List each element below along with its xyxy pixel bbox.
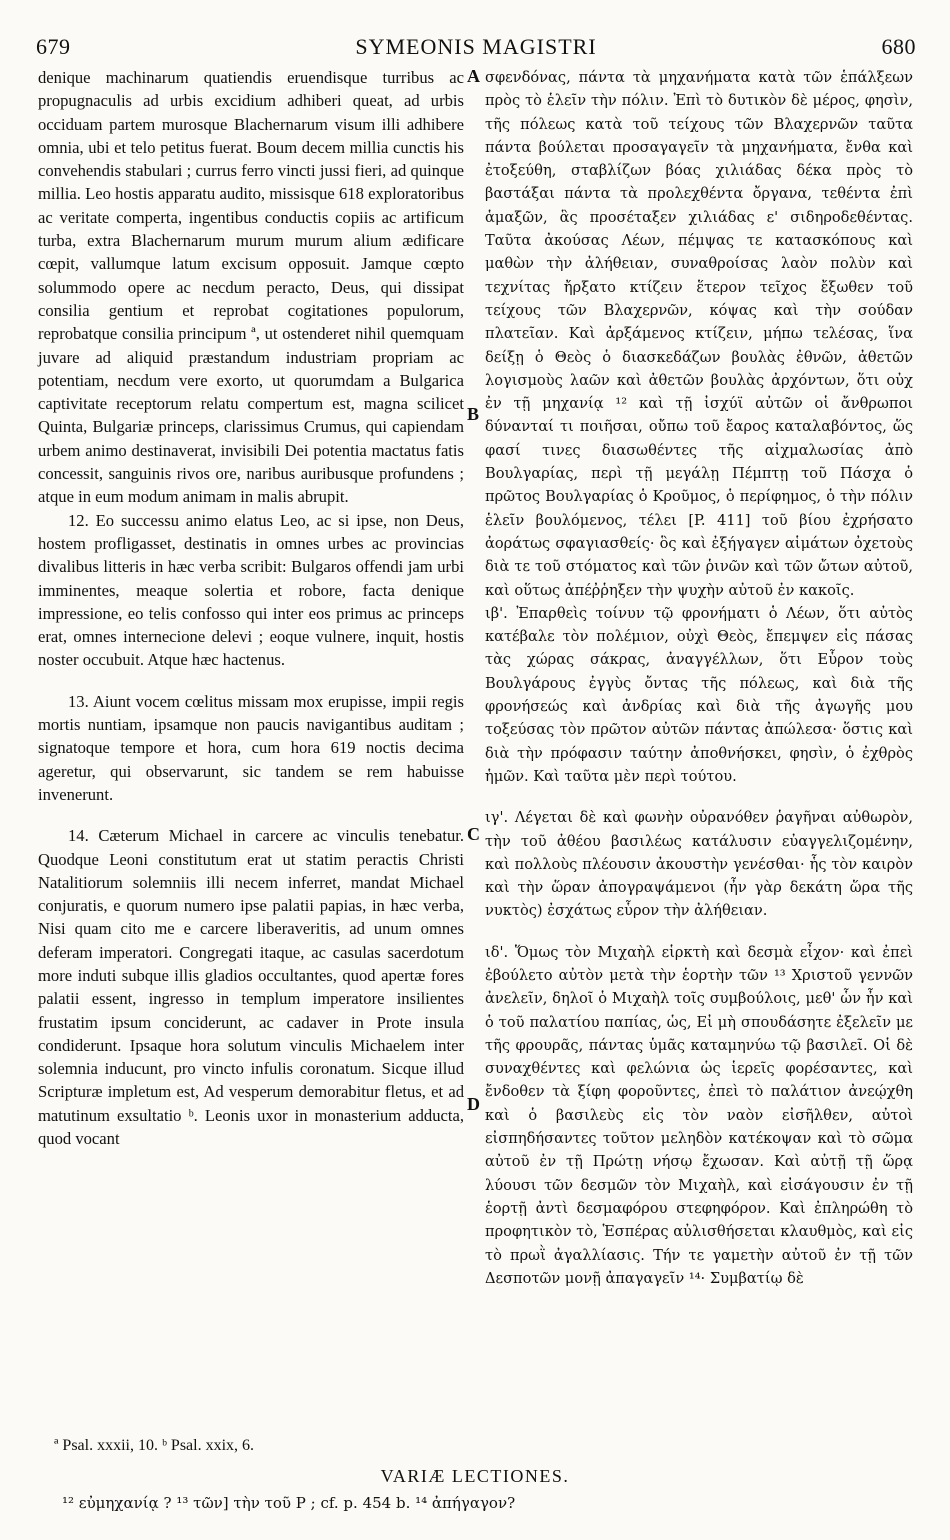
latin-paragraph: denique machinarum quatiendis eruendisque turribus ac propugnaculis ad urbis excidium adhiberi queat, ad urbis occiduam partem murosque Blachernarum visum illi adhibere omnia, ubi et telo petitus fuerat. Boum decem millia cunctis his convehendis stabulari ; currus ferro vincti jussi fieri, ad quinque millia. Leo hostis apparatu audito, missisque 618 exploratoribus ac veritate comperta, ingentibus conductis copiis ac artificum turba, extra Blachernarum murum murum alium ædificare cœpit, vallumque latum excisum opposuit. Jamque cœpto solummodo opere ac necdum peracto, Deus, qui dissipat consilia gentium et reprobat cogitationes populorum, reprobatque consilia principum ª, ut ostenderet nihil quemquam juvare ad aliquid præstandum industriam propriam ac potentiam, necdum vere exorto, ut quorumdam a Bulgarica captivitate receptorum relatu compertum est, magna scilicet Quinta, Bulgariæ princeps, clarissimus Crumus, qui capiendam urbem animo destinaverat, invisibili Dei potentia mactatus fatis concessit, sanguinis rivos ore, naribus auribusque profundens ; atque in eum modum animam in malis abrupit.: [38, 68, 464, 507]
greek-paragraph: ιδ'. Ὅμως τὸν Μιχαὴλ εἱρκτὴ καὶ δεσμὰ εἶχον· καὶ ἐπεὶ ἐβούλετο αὐτὸν μετὰ τὴν ἑορτὴν τῶν ¹³ Χριστοῦ γεννῶν ἀνελεῖν, δηλοῖ ὁ Μιχαὴλ τοῖς συμβούλοις, μεθ' ὧν ἦν καὶ ὁ τοῦ παλατίου παπίας, ὡς, Εἰ μὴ σπουδάσητε ἐξελεῖν με τῆς φρουρᾶς, πάντας ὑμᾶς καταμηνύω τῷ βασιλεῖ. Οἱ δὲ συναχθέντες καὶ φελώνια ὡς ἱερεῖς φορέσαντες, καὶ ἔνδοθεν τὰ ξίφη φοροῦντες, ἐπεὶ τὸ παλάτιον ἀνεῴχθη καὶ ὁ βασιλεὺς εἰς τὸν ναὸν εἰσῆλθεν, αὐτοὶ εἰσπηδήσαντες τοῦτον μεληδὸν κατέκοψαν καὶ τὸ σῶμα αὐτοῦ ἐν τῇ Πρώτῃ νήσῳ ἔχωσαν. Καὶ αὐτῇ τῇ ὥρᾳ λύουσι τῶν δεσμῶν τὸν Μιχαὴλ, καὶ εἰσάγουσιν ἐν τῇ ἑορτῇ ἀντὶ δεσμαφόρου στεφηφόρον. Καὶ ἐπληρώθη τὸ προφητικὸν τὸ, Ἑσπέρας αὐλισθήσεται κλαυθμὸς, καὶ εἰς τὸ πρωῒ ἀγαλλίασις. Τήν τε γαμετὴν αὐτοῦ ἐν τῇ τῶν Δεσποτῶν μονῇ ἀπαγαγεῖν ¹⁴· Συμβατίῳ δὲ: [485, 943, 913, 1287]
margin-marker-d: D: [467, 1094, 480, 1114]
greek-column: [485, 66, 913, 1290]
latin-paragraph: 13. Aiunt vocem cœlitus missam mox erupisse, impii regis mortis nuntiam, ipsamque non paucis navigantibus auditam ; signatoque tempore et hora, cum hora 619 noctis decima ageretur, qui observarunt, sic tandem se rem habuisse invenerunt.: [38, 691, 464, 804]
variae-lectiones-heading: VARIÆ LECTIONES.: [380, 1466, 570, 1486]
latin-column: [38, 66, 464, 1150]
greek-paragraph: ιγ'. Λέγεται δὲ καὶ φωνὴν οὐρανόθεν ῥαγῆναι αὐθωρὸν, τὴν τοῦ ἀθέου βασιλέως κατάλυσιν εὐαγγελιζομένην, καὶ πολλοὺς πλέουσιν ἀκουστὴν γενέσθαι· ἧς τὸν καιρὸν καὶ τὴν ὥραν ἀπογραψάμενοι (ἦν γὰρ δεκάτη ὥρα τῆς νυκτὸς) ἐσχάτως εὗρον τὴν ἀλήθειαν.: [485, 809, 913, 920]
margin-marker-c: C: [467, 824, 480, 844]
latin-paragraph: 14. Cæterum Michael in carcere ac vinculis tenebatur. Quodque Leoni constitutum erat ut statim peractis Christi Natalitiorum solemniis illi necem inferret, mandat Michael conjuratis, e quorum numero ipse palatii papias, in hæc verba, Nisi quam cito me e carcere liberaveritis, ad unum omnes deferam imperatori. Congregati itaque, ac casulas sacerdotum more induti subque illis gladios occultantes, quod apertæ fores palatii essent, ingresso in templum imperatore insilientes frustatim ipsum conciderunt, ac cadaver in Prote insula condiderunt. Ipsaque hora solutum vinculis Michaelem inter solemnia inducunt, pro vincto infulis coronatum. Sicque illud Scripturæ impletum est, Ad vesperum demorabitur fletus, et ad matutinum exsultatio ᵇ. Leonis uxor in monasterium adducta, quod vocant: [38, 826, 464, 1149]
left-page-number: 679: [36, 34, 71, 59]
right-page-number: 680: [881, 34, 916, 59]
margin-marker-b: B: [467, 404, 480, 424]
margin-marker-a: A: [467, 66, 480, 86]
latin-paragraph: 12. Eo successu animo elatus Leo, ac si ipse, non Deus, hostem profligasset, destinatis in omnes urbes ac provincias divalibus litteris in hæc verba scribit: Bulgaros offendi jam urbi imminentes, meaque solertia et robore, facta denique impressione, eo telis confosso qui inter eos primus ac princeps erat, omnes internecione delevi ; eoque vulnere, inquit, hostis noster occubuit. Atque hæc hactenus.: [38, 510, 464, 670]
running-header: [36, 34, 916, 62]
footnotes: ª Psal. xxxii, 10. ᵇ Psal. xxix, 6.: [54, 1437, 255, 1454]
greek-paragraph: σφενδόνας, πάντα τὰ μηχανήματα κατὰ τῶν ἑπάλξεων πρὸς τὸ ἑλεῖν τὴν πόλιν. Ἐπὶ τὸ δυτικὸν δὲ μέρος, φησὶν, τῆς πόλεως κατὰ τοῦ τείχους τῶν Βλαχερνῶν ταῦτα πάντα βούλεται προσαγαγεῖν τὰ μηχανήματα, ἔνθα καὶ ἐτοξεύθη, σταβλίζων βόας χιλιάδας δέκα πρὸς τὸ βαστάξαι πάντα τὰ προλεχθέντα ὄργανα, τεθέντα ἐπὶ ἁμαξῶν, ἃς προσέταξεν χιλιάδας ε' σιδηροδεθέντας. Ταῦτα ἀκούσας Λέων, πέμψας τε κατασκόπους καὶ μαθὼν τὴν ἀλήθειαν, συναθροίσας λαὸν πολὺν καὶ τεχνίτας ἤρξατο κτίζειν ἕτερον τεῖχος ἔξωθεν τοῦ τείχους τῶν Βλαχερνῶν, κόψας καὶ τὴν σούδαν πλατεῖαν. Καὶ ἀρξάμενος κτίζειν, μήπω τελέσας, ἵνα δείξῃ ὁ Θεὸς ὁ διασκεδάζων βουλὰς ἐθνῶν, ἀθετῶν λογισμοὺς λαῶν καὶ ἀθετῶν βουλὰς ἀρχόντων, ὅτι οὐχ ἐν τῇ μηχανίᾳ ¹² καὶ τῇ ἰσχύϊ αὐτῶν οἱ ἄνθρωποι δύνανταί τι ποιῆσαι, οὔπω τοῦ ἔαρος καταλαβόντος, ὥς φασί τινες διασωθέντες τῆς αἰχμαλωσίας ἀπὸ Βουλγαρίας, περὶ τῇ μεγάλῃ Πέμπτῃ τοῦ Πάσχα ὁ πρῶτος Βουλγαρίας ὁ Κροῦμος, ὁ περίφημος, ὁ τὴν πόλιν ἑλεῖν βουλόμενος, τέλει [P. 411] τοῦ βίου ἐχρήσατο ἀοράτως σφαγιασθείς· ὃς καὶ ἐξήγαγεν αἱμάτων ὀχετοὺς διὰ τε τοῦ στόματος καὶ τῶν ῥινῶν καὶ τῶν ὤτων αὐτοῦ, καὶ οὕτως ἀπέῤῥηξεν τὴν ψυχὴν αὐτοῦ ἐν κακοῖς.: [485, 69, 913, 599]
greek-paragraph: ιβ'. Ἐπαρθεὶς τοίνυν τῷ φρονήματι ὁ Λέων, ὅτι αὐτὸς κατέβαλε τὸν πολέμιον, οὐχὶ Θεὸς, ἔπεμψεν εἰς πάσας τὰς χώρας σάκρας, ἀναγγέλλων, ὅτι Εὗρον τοὺς Βουλγάρους ἐγγὺς ὄντας τῆς πόλεως, καὶ διὰ τῆς φρονήσεώς καὶ ἀνδρίας καὶ διὰ τῆς ἀγωγῆς μου τοξεύσας τὸν πρῶτον αὐτῶν πάντας ἀπώλεσα· ὅστις καὶ διὰ τὴν πρόφασιν ταύτην ἀποθνήσκει, φησὶν, ὁ ἐχθρὸς ἡμῶν. Καὶ ταῦτα μὲν περὶ τούτου.: [485, 604, 913, 785]
running-title: SYMEONIS MAGISTRI: [355, 34, 597, 59]
variae-lectiones-text: ¹² εὐμηχανίᾳ ? ¹³ τῶν] τὴν τοῦ P ; cf. p. 454 b. ¹⁴ ἀπήγαγον?: [62, 1494, 516, 1512]
